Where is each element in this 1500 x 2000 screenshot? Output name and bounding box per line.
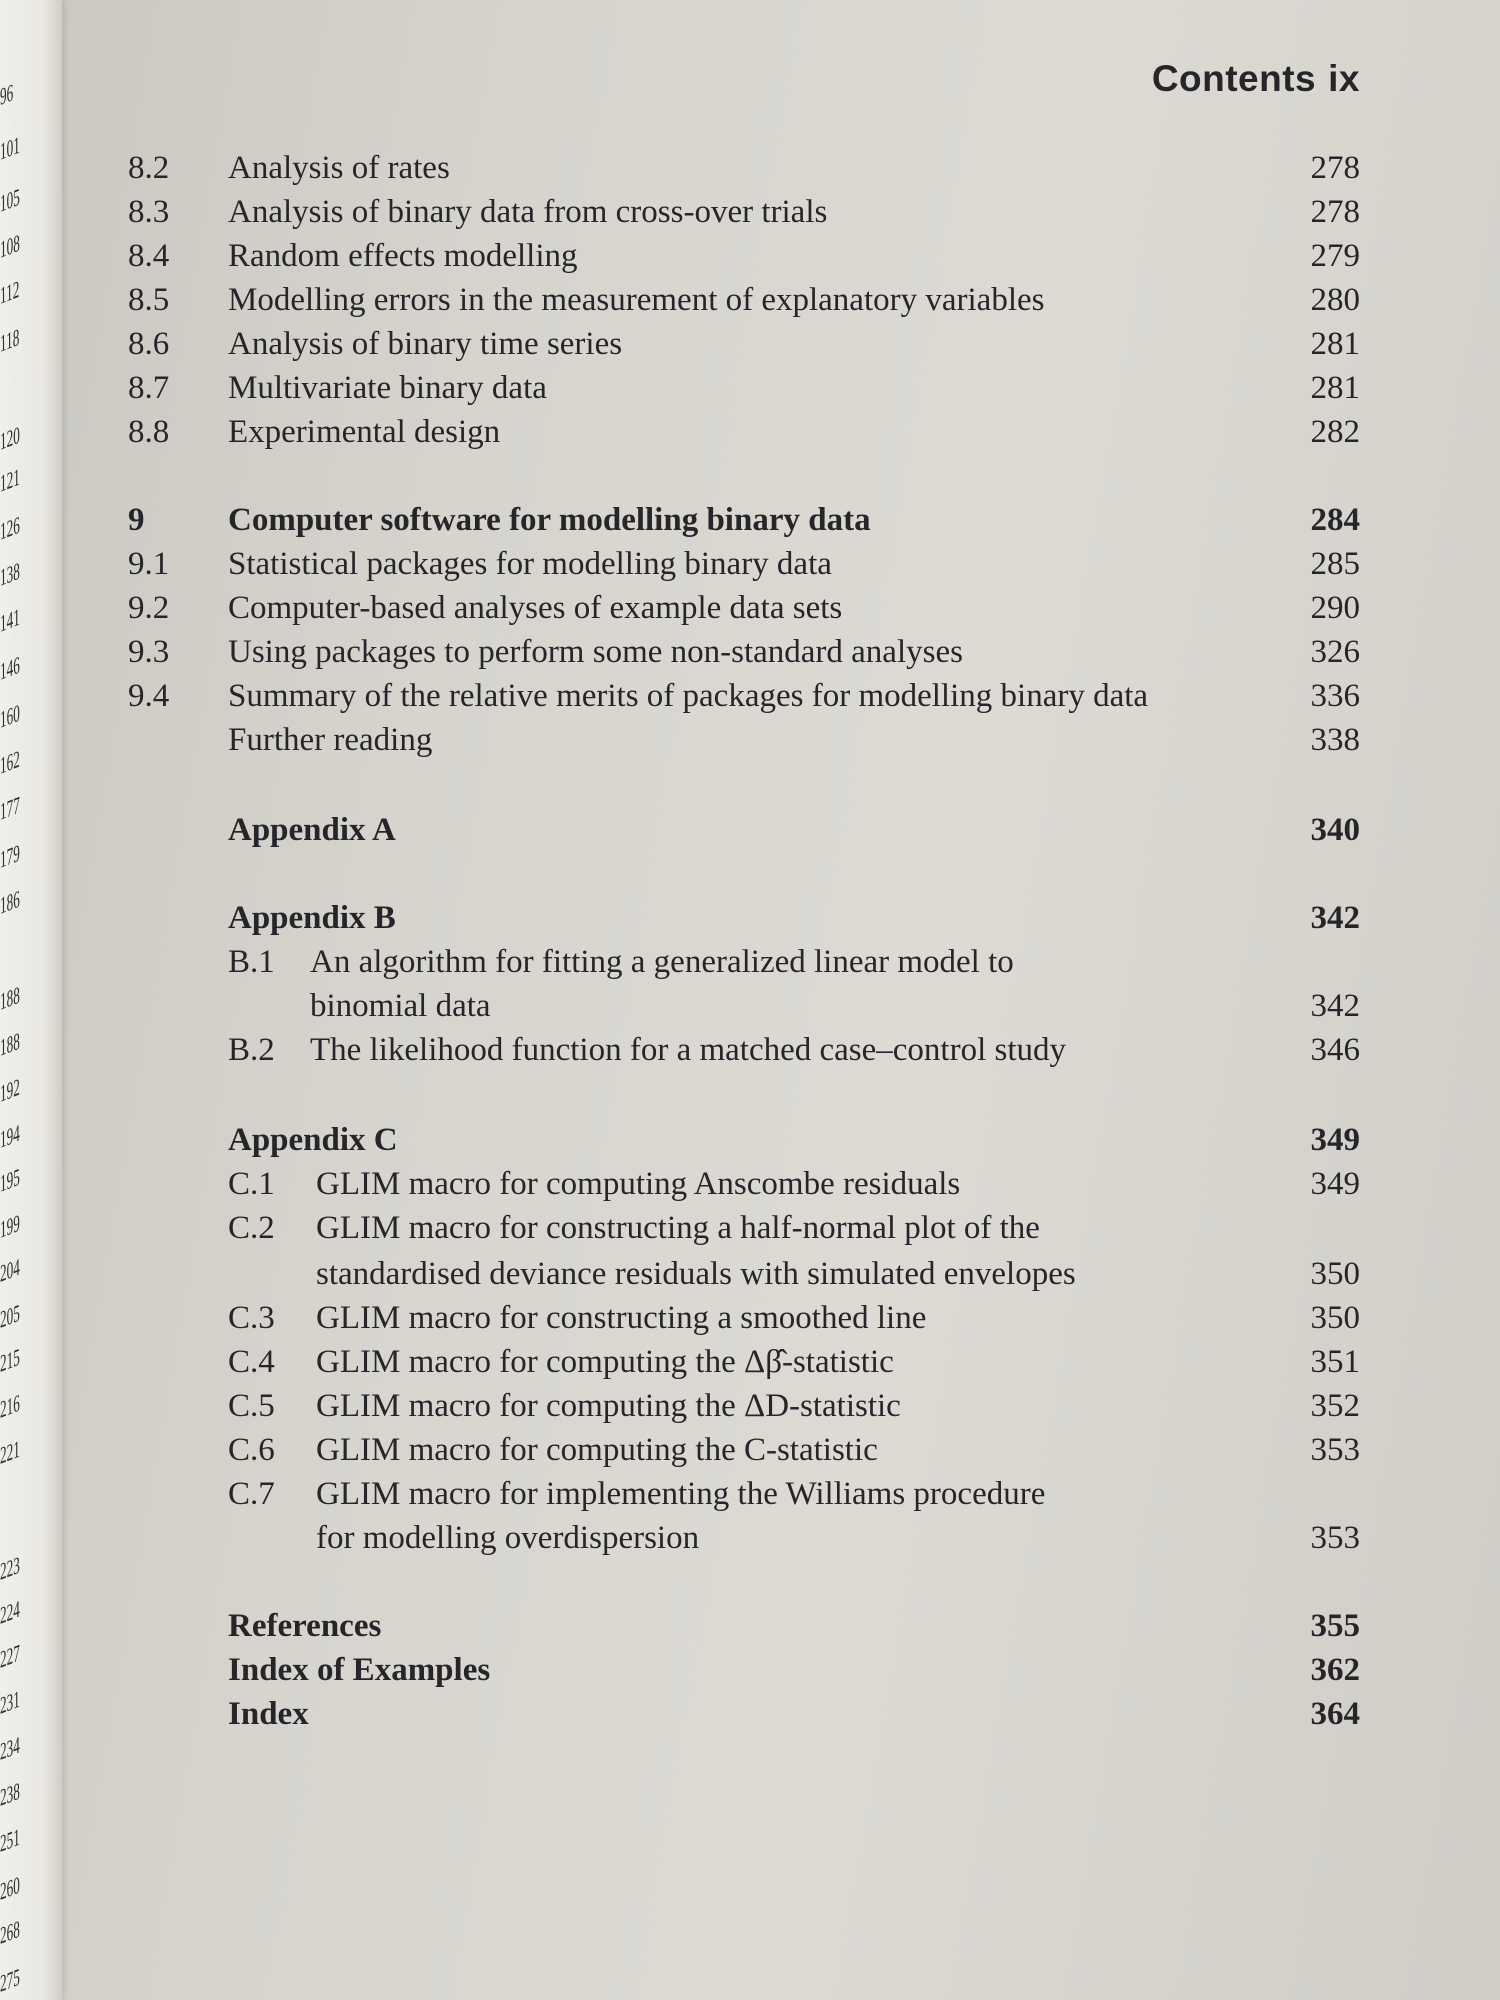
page-number: 282 <box>1310 414 1360 450</box>
section-number: 9.3 <box>128 634 170 670</box>
adjacent-page-number: 205 <box>0 1300 20 1334</box>
section-number: 8.8 <box>128 414 170 450</box>
appendix-title: Appendix A <box>228 812 396 848</box>
adjacent-page-number: 160 <box>0 700 20 734</box>
page-number: 278 <box>1310 150 1360 186</box>
chapter-title: Computer software for modelling binary data <box>228 502 871 538</box>
backmatter-title: References <box>228 1608 382 1644</box>
adjacent-page-number: 194 <box>0 1120 20 1154</box>
section-number: C.4 <box>228 1344 275 1380</box>
section-title: GLIM macro for implementing the Williams procedure <box>316 1476 1046 1512</box>
page-number: 278 <box>1310 194 1360 230</box>
adjacent-page-number: 238 <box>0 1778 20 1812</box>
section-title: GLIM macro for computing the ΔD-statistic <box>316 1388 901 1424</box>
adjacent-page-number: 108 <box>0 230 20 264</box>
page-number: 281 <box>1310 326 1360 362</box>
page-number: 350 <box>1310 1256 1360 1292</box>
section-number: 9.4 <box>128 678 170 714</box>
adjacent-page-number: 268 <box>0 1916 20 1950</box>
page-number: 349 <box>1310 1122 1360 1158</box>
section-number: C.1 <box>228 1166 275 1202</box>
adjacent-page-number: 105 <box>0 184 20 218</box>
adjacent-page-number: 275 <box>0 1964 20 1998</box>
section-number: B.1 <box>228 944 275 980</box>
section-number: 8.4 <box>128 238 170 274</box>
section-title: Modelling errors in the measurement of explanatory variables <box>228 282 1045 318</box>
backmatter-title: Index <box>228 1696 309 1732</box>
backmatter-title: Index of Examples <box>228 1652 491 1688</box>
adjacent-page-number: 188 <box>0 982 20 1016</box>
adjacent-page-number: 227 <box>0 1640 20 1674</box>
section-number: 9.2 <box>128 590 170 626</box>
page-number: 285 <box>1310 546 1360 582</box>
adjacent-page-number: 96 <box>0 79 14 111</box>
page-number: 342 <box>1310 988 1360 1024</box>
page-number: 355 <box>1310 1608 1360 1644</box>
section-number: 9.1 <box>128 546 170 582</box>
section-number: 8.7 <box>128 370 170 406</box>
adjacent-page-number: 231 <box>0 1686 20 1720</box>
section-title: Analysis of binary data from cross-over trials <box>228 194 828 230</box>
section-title-continued: binomial data <box>310 988 491 1024</box>
adjacent-page-number: 216 <box>0 1390 20 1424</box>
adjacent-page-number: 192 <box>0 1074 20 1108</box>
section-number: 8.6 <box>128 326 170 362</box>
section-title: An algorithm for fitting a generalized linear model to <box>310 944 1014 980</box>
page-number: 290 <box>1310 590 1360 626</box>
page-number: 349 <box>1310 1166 1360 1202</box>
page-number: 279 <box>1310 238 1360 274</box>
adjacent-page-number: 215 <box>0 1344 20 1378</box>
adjacent-page-number: 177 <box>0 792 20 826</box>
adjacent-page-number: 138 <box>0 558 20 592</box>
adjacent-page-number: 251 <box>0 1824 20 1858</box>
adjacent-page-number: 221 <box>0 1436 20 1470</box>
section-number: 8.3 <box>128 194 170 230</box>
page-number: 338 <box>1310 722 1360 758</box>
adjacent-page-number: 162 <box>0 746 20 780</box>
page-number: 281 <box>1310 370 1360 406</box>
section-title: Summary of the relative merits of packages for modelling binary data <box>228 678 1149 714</box>
adjacent-page-number: 118 <box>0 324 20 358</box>
section-number: C.6 <box>228 1432 275 1468</box>
section-title-continued: for modelling overdispersion <box>316 1520 700 1556</box>
adjacent-page-number: 121 <box>0 464 20 498</box>
section-number: 8.5 <box>128 282 170 318</box>
section-number: 8.2 <box>128 150 170 186</box>
page-number: 353 <box>1310 1432 1360 1468</box>
page-number: 284 <box>1310 502 1360 538</box>
adjacent-page-number: 223 <box>0 1552 20 1586</box>
header-page-number: ix <box>1328 58 1360 99</box>
section-title: Random effects modelling <box>228 238 578 274</box>
section-title: Further reading <box>228 722 433 758</box>
section-title: The likelihood function for a matched case–control study <box>310 1032 1067 1068</box>
section-title: Using packages to perform some non-standard analyses <box>228 634 963 670</box>
section-title: Computer-based analyses of example data sets <box>228 590 843 626</box>
appendix-title: Appendix B <box>228 900 396 936</box>
adjacent-page-number: 141 <box>0 604 20 638</box>
section-title: Multivariate binary data <box>228 370 547 406</box>
section-title: Analysis of binary time series <box>228 326 623 362</box>
section-number: C.3 <box>228 1300 275 1336</box>
section-number: C.5 <box>228 1388 275 1424</box>
section-title: GLIM macro for constructing a half-normal plot of the <box>316 1210 1040 1246</box>
page-number: 280 <box>1310 282 1360 318</box>
section-title: Statistical packages for modelling binary data <box>228 546 832 582</box>
section-title-continued: standardised deviance residuals with simulated envelopes <box>316 1256 1076 1292</box>
page-number: 340 <box>1310 812 1360 848</box>
section-title: GLIM macro for constructing a smoothed line <box>316 1300 927 1336</box>
adjacent-page-number: 101 <box>0 132 20 166</box>
section-title: Analysis of rates <box>228 150 450 186</box>
section-number: C.7 <box>228 1476 275 1512</box>
header-title: Contents <box>1151 58 1317 99</box>
adjacent-page-number: 224 <box>0 1596 20 1630</box>
page-number: 362 <box>1310 1652 1360 1688</box>
page-number: 351 <box>1310 1344 1360 1380</box>
appendix-title: Appendix C <box>228 1122 398 1158</box>
page-number: 342 <box>1310 900 1360 936</box>
adjacent-page-number: 204 <box>0 1254 20 1288</box>
section-title: GLIM macro for computing Anscombe residuals <box>316 1166 961 1202</box>
section-number: C.2 <box>228 1210 275 1246</box>
section-title: GLIM macro for computing the Δβ̂-statistic <box>316 1344 894 1380</box>
page-number: 336 <box>1310 678 1360 714</box>
page-number: 353 <box>1310 1520 1360 1556</box>
adjacent-page-number: 126 <box>0 512 20 546</box>
page-number: 364 <box>1310 1696 1360 1732</box>
page-number: 350 <box>1310 1300 1360 1336</box>
page-number: 346 <box>1310 1032 1360 1068</box>
page-number: 326 <box>1310 634 1360 670</box>
section-number: B.2 <box>228 1032 275 1068</box>
page-number: 352 <box>1310 1388 1360 1424</box>
section-title: Experimental design <box>228 414 501 450</box>
adjacent-page-number: 260 <box>0 1872 20 1906</box>
adjacent-page-number: 120 <box>0 422 20 456</box>
adjacent-page-number: 188 <box>0 1028 20 1062</box>
section-title: GLIM macro for computing the C-statistic <box>316 1432 878 1468</box>
adjacent-page-number: 186 <box>0 886 20 920</box>
chapter-number: 9 <box>128 502 145 538</box>
adjacent-page-number: 112 <box>0 276 20 310</box>
adjacent-page-number: 199 <box>0 1210 20 1244</box>
adjacent-page-number: 179 <box>0 840 20 874</box>
adjacent-page-number: 195 <box>0 1164 20 1198</box>
adjacent-page-number: 234 <box>0 1732 20 1766</box>
adjacent-page-number: 146 <box>0 652 20 686</box>
